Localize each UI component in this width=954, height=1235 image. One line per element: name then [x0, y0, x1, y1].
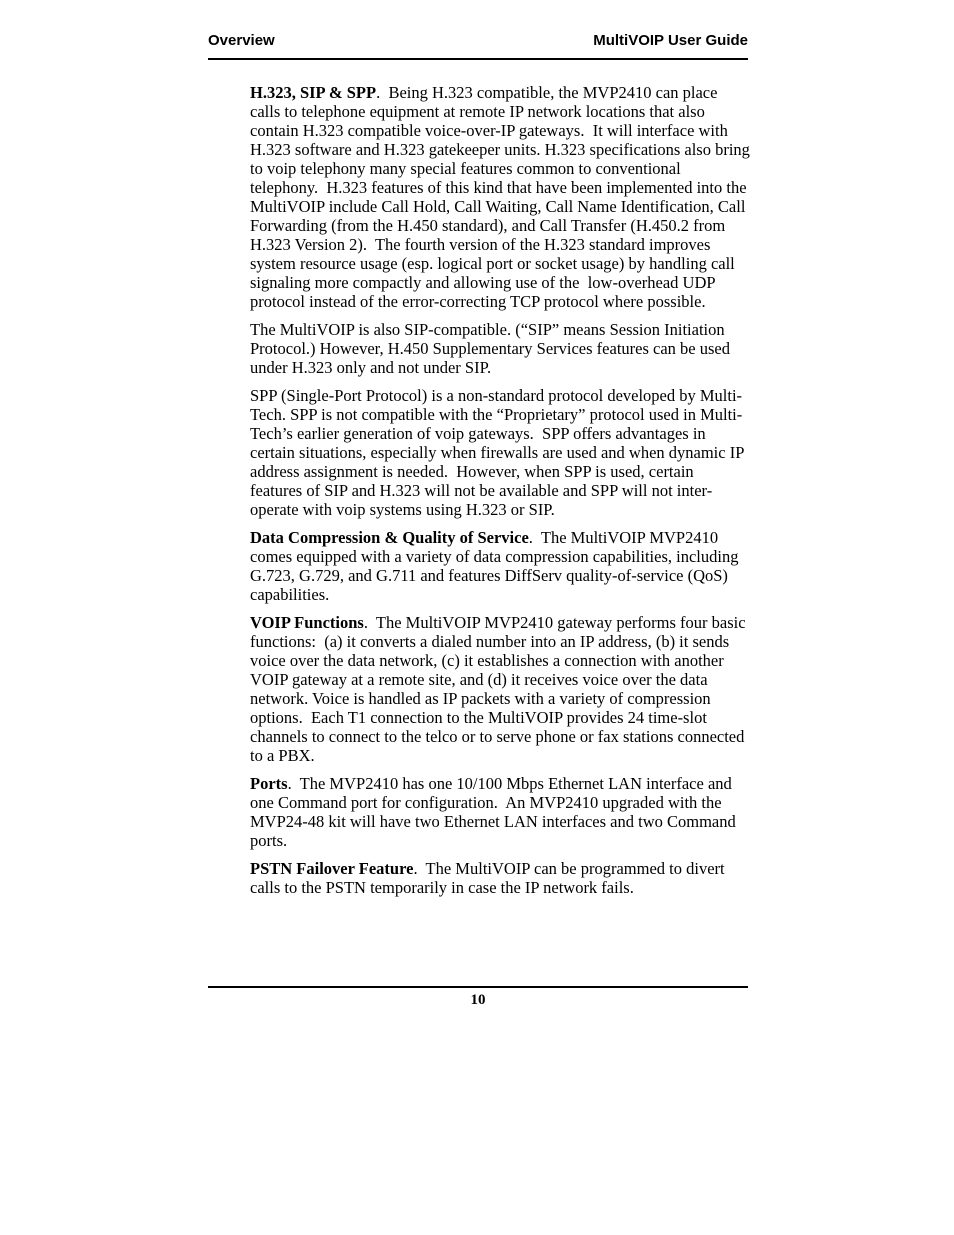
paragraph-lead: VOIP Functions: [250, 613, 364, 632]
paragraph-text: . Being H.323 compatible, the MVP2410 can place calls to telephone equipment at remote IP network locations that also contain H.323 compatible voice-over-IP gateways. It will interface with H.323 software and H.323 gatekeeper units. H.323 specifications also bring to voip telephony many special features common to conventional telephony. H.323 features of this kind that have been implemented into the MultiVOIP include Call Hold, Call Waiting, Call Name Identification, Call Forwarding (from the H.450 standard), and Call Transfer (H.450.2 from H.323 Version 2). The fourth version of the H.323 standard improves system resource usage (esp. logical port or socket usage) by handling call signaling more compactly and allowing use of the low-overhead UDP protocol instead of the error-correcting TCP protocol where possible.: [250, 83, 750, 311]
paragraph-text: . The MultiVOIP can be programmed to divert calls to the PSTN temporarily in case the IP network fails.: [250, 859, 725, 897]
paragraph: [250, 613, 750, 765]
paragraph: [250, 83, 750, 311]
paragraph-lead: PSTN Failover Feature: [250, 859, 414, 878]
page-header: [208, 32, 748, 49]
body-text: [250, 83, 750, 906]
paragraph: [250, 320, 750, 377]
paragraph-text: The MultiVOIP is also SIP-compatible. (“SIP” means Session Initiation Protocol.) However, H.450 Supplementary Services features can be used under H.323 only and not under SIP.: [250, 320, 730, 377]
paragraph-lead: Ports: [250, 774, 288, 793]
paragraph-text: . The MultiVOIP MVP2410 comes equipped with a variety of data compression capabilities, including G.723, G.729, and G.711 and features DiffServ quality-of-service (QoS) capabilities.: [250, 528, 739, 604]
header-document-title: MultiVOIP User Guide: [593, 32, 748, 49]
paragraph: [250, 774, 750, 850]
paragraph-text: . The MultiVOIP MVP2410 gateway performs four basic functions: (a) it converts a dialed number into an IP address, (b) it sends voice over the data network, (c) it establishes a connection with another VOIP gateway at a remote site, and (d) it receives voice over the data network. Voice is handled as IP packets with a variety of compression options. Each T1 connection to the MultiVOIP provides 24 time-slot channels to connect to the telco or to serve phone or fax stations connected to a PBX.: [250, 613, 746, 765]
paragraph: [250, 528, 750, 604]
page-number: 10: [470, 992, 486, 1008]
paragraph-lead: H.323, SIP & SPP: [250, 83, 377, 102]
paragraph: [250, 386, 750, 519]
header-section-title: Overview: [208, 32, 275, 49]
paragraph-text: SPP (Single-Port Protocol) is a non-standard protocol developed by Multi-Tech. SPP is not compatible with the “Proprietary” protocol used in Multi-Tech’s earlier generation of voip gateways. SPP offers advantages in certain situations, especially when firewalls are used and when dynamic IP address assignment is needed. However, when SPP is used, certain features of SIP and H.323 will not be available and SPP will not inter-operate with voip systems using H.323 or SIP.: [250, 386, 744, 519]
paragraph-text: . The MVP2410 has one 10/100 Mbps Ethernet LAN interface and one Command port for configuration. An MVP2410 upgraded with the MVP24-48 kit will have two Ethernet LAN interfaces and two Command ports.: [250, 774, 736, 850]
paragraph: [250, 859, 750, 897]
paragraph-lead: Data Compression & Quality of Service: [250, 528, 529, 547]
footer-rule: [208, 986, 748, 988]
header-rule: [208, 58, 748, 60]
